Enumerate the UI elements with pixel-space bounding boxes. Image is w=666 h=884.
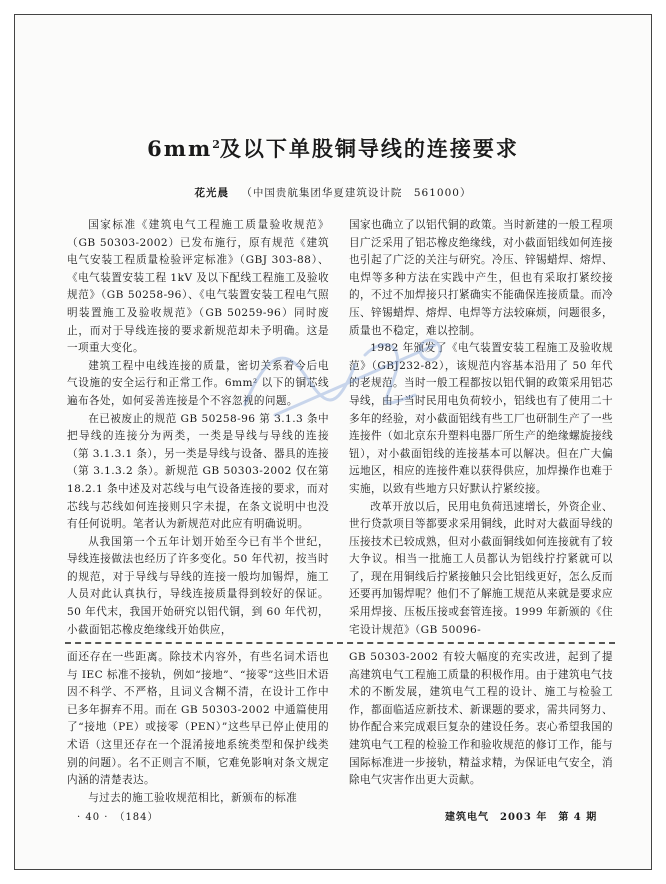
paragraph: 1982 年颁发了《电气装置安装工程施工及验收规范》（GBJ232-82），该规范内容基本沿用了 50 年代的老规范。当时一般工程都按以铝代铜的政策采用铝芯导线，由于当时民用电负荷较小，铝线也有了使用二十多年的经验，对小截面铝线有些工厂也研制生产了一些连接件（如北京东升塑料电器厂所生产的绝缘螺旋接线钮），对小截面铝线的连接基本可以解决。但在广大偏远地区，相应的连接件难以获得供应，加焊操作也难于实施，以致有些地方只好默认拧紧绞接。 <box>349 342 613 495</box>
column-left-top <box>67 217 329 639</box>
paragraph: 国家也确立了以铝代铜的政策。当时新建的一般工程项目广泛采用了铝芯橡皮绝缘线，对小截面铝线如何连接也引起了广泛的关注与研究。冷压、锌锡蜡焊、熔焊、电焊等多种方法在实践中产生，但也有采取打紧绞接的，不过不加焊接只打紧确实不能确保连接质量。而冷压、锌锡蜡焊、熔焊、电焊等方法较麻烦，问题很多，质量也不稳定，难以控制。 <box>349 219 613 337</box>
article-title: $6mm^2$及以下单股铜导线的连接要求 <box>147 136 519 161</box>
title-superscript: 2 <box>212 138 220 151</box>
paragraph: 国家标准《建筑电气工程施工质量验收规范》（GB 50303-2002）已发布施行，原有规范《建筑电气安装工程质量检验评定标准》（GBJ 303-88）、《电气装置安装工程 1kV 及以下配线工程施工及验收规范》（GB 50258-96）、《电气装置安装工程电气照明装置施工及验收规范》（GB 50259-96）同时废止，而对于导线连接的要求新规范却未予明确。这是一项重大变化。 <box>67 219 329 355</box>
page-number: · 40 · （184） <box>77 812 159 823</box>
author-affiliation: （中国贵航集团华夏建筑设计院 561000） <box>241 187 472 199</box>
column-right-bottom <box>349 649 613 790</box>
paragraph: 面还存在一些距离。除技术内容外，有些名词术语也与 IEC 标准不接轨，例如“接地”、“接零”这些旧术语因不科学、不严格，且词义含糊不清，在设计工作中已多年摒弃不用。而在 GB 50303-2002 中通篇使用了“接地（PE）或接零（PEN）”这些早已停止使用的术语（这里还存在一个混淆接地系统类型和保护线类别的问题）。名不正则言不顺，它难免影响对条文规定内涵的清楚表达。 <box>67 651 329 787</box>
section-divider <box>65 642 615 644</box>
paragraph: GB 50303-2002 有较大幅度的充实改进，起到了提高建筑电气工程施工质量的积极作用。由于建筑电气技术的不断发展，建筑电气工程的设计、施工与检验工作，都面临适应新技术、新课题的要求，需共同努力、协作配合来完成艰巨复杂的建设任务。衷心希望我国的建筑电气工程的检验工作和验收规范的修订工作，能与国际标准进一步接轨，精益求精，为保证电气安全，消除电气灾害作出更大贡献。 <box>349 651 613 787</box>
column-left-bottom <box>67 649 329 807</box>
paragraph: 从我国第一个五年计划开始至今已有半个世纪，导线连接做法也经历了许多变化。50 年代初，按当时的规范，对于导线与导线的连接一般均加锡焊，施工人员对此认真执行，导线连接质量得到较好的保证。50 年代末，我国开始研究以铝代铜，到 60 年代初，小截面铝芯橡皮绝缘线开始供应， <box>67 535 329 636</box>
journal-page <box>14 14 652 870</box>
author-line <box>15 185 651 200</box>
paragraph: 与过去的施工验收规范相比，新颁布的标准 <box>88 791 298 804</box>
author-name: 花光晨 <box>194 187 230 199</box>
paragraph: 在已被废止的规范 GB 50258-96 第 3.1.3 条中把导线的连接分为两类，一类是导线与导线的连接（第 3.1.3.1 条），另一类是导线与设备、器具的连接（第 3.1.3.2 条）。新规范 GB 50303-2002 仅在第 18.2.1 条中述及对芯线与电气设备连接的要求，而对芯线与芯线如何连接则只字未提，在条文说明中也没有任何说明。笔者认为新规范对此应有明确说明。 <box>67 412 329 531</box>
paragraph: 改革开放以后，民用电负荷迅速增长，外资企业、世行贷款项目等都要求采用铜线，此时对大截面导线的压接技术已较成熟，但对小截面铜线如何连接就有了较大争议。相当一批施工人员都认为铝线拧拧紧就可以了，现在用铜线后拧紧接触只会比铝线更好，怎么反而还要再加锡焊呢？他们不了解施工规范从来就是要求应采用焊接、压板压接或套管连接。1999 年新颁的《住宅设计规范》（GB 50096- <box>349 500 613 636</box>
journal-issue: 建筑电气 2003 年 第 4 期 <box>445 812 598 823</box>
column-right-top <box>349 217 613 639</box>
paragraph: 建筑工程中电线连接的质量，密切关系着今后电气设施的安全运行和正常工作。6mm² 以下的铜芯线遍布各处，如何妥善连接是个不容忽视的问题。 <box>67 359 329 407</box>
